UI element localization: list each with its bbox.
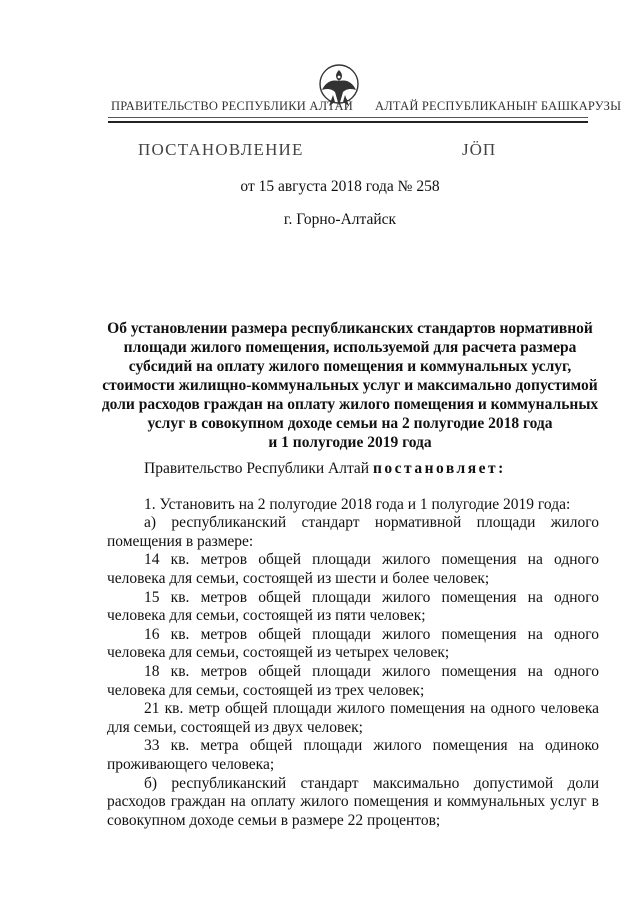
paragraph: 18 кв. метров общей площади жилого помещения на одного человека для семьи, состоящей из трех человек;: [107, 662, 599, 699]
title-line: стоимости жилищно-коммунальных услуг и максимально допустимой: [102, 377, 598, 394]
title-line: Об установлении размера республиканских стандартов нормативной: [107, 320, 593, 337]
header-divider-thin: [108, 117, 588, 118]
document-body: [107, 460, 599, 830]
preamble-decree-word: постановляет:: [372, 460, 506, 477]
preamble-text: Правительство Республики Алтай: [144, 460, 373, 477]
preamble: [107, 460, 599, 479]
title-line: и 1 полугодие 2019 года: [268, 434, 432, 451]
paragraph: 33 кв. метра общей площади жилого помещения на одиноко проживающего человека;: [107, 737, 599, 773]
title-line: площади жилого помещения, используемой для расчета размера: [123, 339, 577, 356]
paragraph: 14 кв. метров общей площади жилого помещения на одного человека для семьи, состоящей из шести и более человек;: [107, 551, 599, 587]
title-line: доли расходов граждан на оплату жилого помещения и коммунальных: [101, 396, 599, 413]
paragraph: 15 кв. метров общей площади жилого помещения на одного человека для семьи, состоящей из пяти человек;: [107, 588, 599, 625]
document-type-ru: ПОСТАНОВЛЕНИЕ: [138, 140, 304, 159]
paragraph: 1. Установить на 2 полугодие 2018 года и 1 полугодие 2019 года:: [144, 495, 571, 513]
document-place: г. Горно-Алтайск: [283, 211, 397, 228]
header-divider-thick: [108, 121, 588, 123]
paragraph: 21 кв. метр общей площади жилого помещения на одного человека для семьи, состоящей из двух человек;: [107, 700, 599, 736]
document-title: [100, 319, 600, 452]
paragraph: 16 кв. метров общей площади жилого помещения на одного человека для семьи, состоящей из четырех человек;: [107, 625, 599, 662]
title-line: услуг в совокупном доходе семьи на 2 полугодие 2018 года: [147, 415, 553, 432]
paragraph: а) республиканский стандарт нормативной площади жилого помещения в размере:: [107, 514, 599, 550]
header-alt-government-name: АЛТАЙ РЕСПУБЛИКАНЫҤ БАШКАРУЗЫ: [375, 99, 622, 113]
header-ru-government-name: ПРАВИТЕЛЬСТВО РЕСПУБЛИКИ АЛТАЙ: [111, 99, 353, 113]
document-date-number: от 15 августа 2018 года № 258: [240, 178, 440, 195]
title-line: субсидий на оплату жилого помещения и коммунальных услуг,: [128, 358, 572, 375]
paragraph: б) республиканский стандарт максимально допустимой доли расходов граждан на оплату жилого помещения и коммунальных услуг в совокупном доходе семьи в размере 22 процентов;: [107, 774, 599, 829]
document-type-alt: ЈÖП: [462, 140, 497, 159]
